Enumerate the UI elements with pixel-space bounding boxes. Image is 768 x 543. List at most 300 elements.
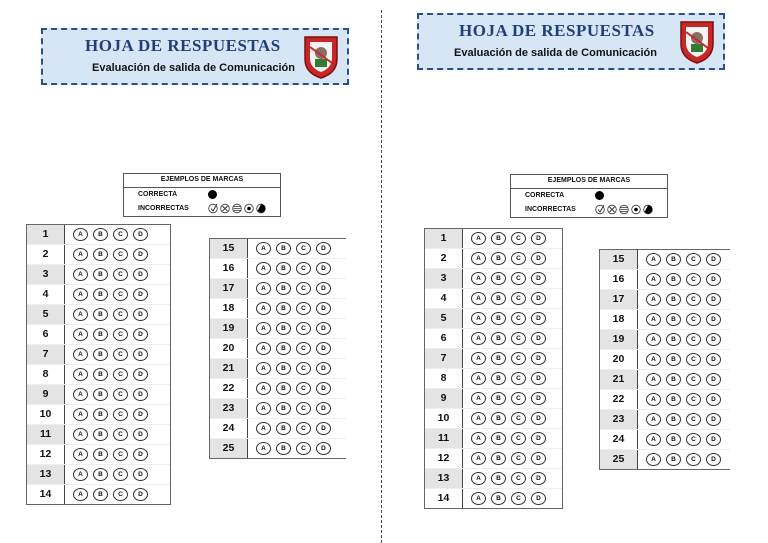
- question-row: [425, 428, 562, 448]
- answer-bubble-c[interactable]: C: [511, 472, 526, 485]
- question-number: 11: [27, 425, 65, 444]
- answer-bubble-a[interactable]: A: [646, 413, 661, 426]
- answer-bubble-b[interactable]: B: [491, 312, 506, 325]
- answer-options: [463, 492, 546, 505]
- answer-bubble-b[interactable]: B: [491, 272, 506, 285]
- answer-bubble-a[interactable]: A: [646, 453, 661, 466]
- answer-bubble-c[interactable]: C: [511, 432, 526, 445]
- answer-bubble-b[interactable]: B: [491, 412, 506, 425]
- answer-bubble-a[interactable]: A: [256, 342, 271, 355]
- answer-bubble-b[interactable]: B: [93, 348, 108, 361]
- question-number: 24: [600, 430, 638, 449]
- question-row: [210, 298, 346, 318]
- answer-bubble-b[interactable]: B: [276, 362, 291, 375]
- answer-bubble-a[interactable]: A: [646, 373, 661, 386]
- answer-bubble-b[interactable]: B: [666, 313, 681, 326]
- answer-options: [65, 488, 148, 501]
- answer-bubble-c[interactable]: C: [113, 488, 128, 501]
- answer-bubble-d[interactable]: D: [531, 472, 546, 485]
- answer-options: [638, 273, 721, 286]
- question-number: 22: [600, 390, 638, 409]
- answer-options: [65, 428, 148, 441]
- answer-bubble-a[interactable]: A: [471, 332, 486, 345]
- answer-bubble-b[interactable]: B: [276, 402, 291, 415]
- answer-bubble-b[interactable]: B: [93, 308, 108, 321]
- question-row: [210, 438, 346, 458]
- answer-bubble-c[interactable]: C: [296, 322, 311, 335]
- answer-options: [463, 452, 546, 465]
- answer-bubble-c[interactable]: C: [511, 392, 526, 405]
- answer-bubble-b[interactable]: B: [93, 408, 108, 421]
- answer-column-1-left: [26, 224, 171, 505]
- answer-bubble-d[interactable]: D: [531, 432, 546, 445]
- answer-options: [65, 368, 148, 381]
- question-number: 14: [27, 485, 65, 504]
- question-number: 12: [425, 449, 463, 468]
- answer-bubble-c[interactable]: C: [686, 433, 701, 446]
- answer-bubble-b[interactable]: B: [491, 492, 506, 505]
- answer-bubble-d[interactable]: D: [133, 308, 148, 321]
- answer-bubble-c[interactable]: C: [296, 402, 311, 415]
- answer-bubble-c[interactable]: C: [511, 492, 526, 505]
- answer-bubble-c[interactable]: C: [113, 428, 128, 441]
- correct-mark-example: [208, 190, 217, 199]
- question-row: [425, 368, 562, 388]
- answer-bubble-c[interactable]: C: [511, 292, 526, 305]
- question-row: [425, 328, 562, 348]
- answer-options: [248, 422, 331, 435]
- question-number: 17: [210, 279, 248, 298]
- answer-bubble-c[interactable]: C: [113, 348, 128, 361]
- answer-bubble-a[interactable]: A: [646, 313, 661, 326]
- answer-bubble-d[interactable]: D: [531, 452, 546, 465]
- answer-bubble-d[interactable]: D: [706, 253, 721, 266]
- answer-bubble-d[interactable]: D: [706, 413, 721, 426]
- answer-options: [248, 442, 331, 455]
- incorrect-marks-example: [595, 204, 655, 215]
- answer-bubble-c[interactable]: C: [296, 442, 311, 455]
- answer-bubble-d[interactable]: D: [133, 268, 148, 281]
- answer-bubble-d[interactable]: D: [316, 422, 331, 435]
- question-number: 1: [425, 229, 463, 248]
- answer-bubble-d[interactable]: D: [706, 453, 721, 466]
- answer-bubble-d[interactable]: D: [316, 362, 331, 375]
- answer-bubble-b[interactable]: B: [491, 252, 506, 265]
- sheet-subtitle: Evaluación de salida de Comunicación: [92, 62, 295, 74]
- answer-bubble-c[interactable]: C: [113, 288, 128, 301]
- answer-options: [463, 392, 546, 405]
- answer-bubble-d[interactable]: D: [133, 368, 148, 381]
- answer-bubble-b[interactable]: B: [276, 342, 291, 355]
- marking-examples-legend-left: [123, 173, 281, 217]
- answer-options: [65, 268, 148, 281]
- answer-bubble-a[interactable]: A: [646, 353, 661, 366]
- answer-bubble-d[interactable]: D: [133, 468, 148, 481]
- question-number: 4: [425, 289, 463, 308]
- answer-options: [638, 413, 721, 426]
- answer-bubble-a[interactable]: A: [471, 232, 486, 245]
- answer-bubble-b[interactable]: B: [491, 472, 506, 485]
- answer-bubble-d[interactable]: D: [316, 302, 331, 315]
- answer-bubble-c[interactable]: C: [511, 252, 526, 265]
- answer-bubble-c[interactable]: C: [511, 312, 526, 325]
- legend-correct-label: CORRECTA: [525, 192, 565, 199]
- answer-bubble-a[interactable]: A: [73, 268, 88, 281]
- answer-bubble-d[interactable]: D: [531, 272, 546, 285]
- answer-options: [638, 453, 721, 466]
- answer-bubble-c[interactable]: C: [296, 422, 311, 435]
- answer-bubble-b[interactable]: B: [276, 302, 291, 315]
- answer-bubble-c[interactable]: C: [686, 453, 701, 466]
- answer-column-2-left: [209, 238, 346, 459]
- answer-options: [248, 282, 331, 295]
- answer-bubble-b[interactable]: B: [666, 333, 681, 346]
- answer-bubble-d[interactable]: D: [133, 228, 148, 241]
- answer-options: [65, 448, 148, 461]
- answer-bubble-a[interactable]: A: [646, 273, 661, 286]
- answer-bubble-a[interactable]: A: [73, 428, 88, 441]
- answer-bubble-c[interactable]: C: [686, 293, 701, 306]
- answer-options: [463, 252, 546, 265]
- answer-bubble-d[interactable]: D: [531, 292, 546, 305]
- answer-bubble-b[interactable]: B: [93, 268, 108, 281]
- answer-bubble-c[interactable]: C: [686, 333, 701, 346]
- question-row: [210, 258, 346, 278]
- answer-options: [463, 432, 546, 445]
- answer-bubble-c[interactable]: C: [511, 272, 526, 285]
- answer-bubble-b[interactable]: B: [93, 368, 108, 381]
- answer-bubble-d[interactable]: D: [133, 288, 148, 301]
- answer-bubble-c[interactable]: C: [686, 313, 701, 326]
- answer-bubble-c[interactable]: C: [296, 342, 311, 355]
- answer-bubble-b[interactable]: B: [93, 488, 108, 501]
- question-row: [210, 398, 346, 418]
- answer-bubble-a[interactable]: A: [471, 452, 486, 465]
- answer-bubble-c[interactable]: C: [296, 242, 311, 255]
- answer-bubble-b[interactable]: B: [491, 292, 506, 305]
- answer-bubble-d[interactable]: D: [531, 232, 546, 245]
- answer-bubble-b[interactable]: B: [93, 228, 108, 241]
- question-number: 10: [27, 405, 65, 424]
- answer-bubble-a[interactable]: A: [73, 288, 88, 301]
- answer-bubble-a[interactable]: A: [256, 302, 271, 315]
- answer-bubble-b[interactable]: B: [666, 273, 681, 286]
- answer-bubble-d[interactable]: D: [706, 333, 721, 346]
- answer-bubble-a[interactable]: A: [256, 402, 271, 415]
- answer-bubble-c[interactable]: C: [296, 282, 311, 295]
- answer-bubble-b[interactable]: B: [491, 432, 506, 445]
- answer-bubble-b[interactable]: B: [276, 442, 291, 455]
- question-number: 25: [600, 450, 638, 469]
- answer-options: [65, 248, 148, 261]
- sheet-subtitle: Evaluación de salida de Comunicación: [454, 47, 657, 59]
- question-row: [27, 384, 170, 404]
- answer-bubble-c[interactable]: C: [511, 352, 526, 365]
- answer-options: [248, 382, 331, 395]
- answer-bubble-d[interactable]: D: [133, 408, 148, 421]
- answer-bubble-d[interactable]: D: [706, 353, 721, 366]
- question-number: 20: [600, 350, 638, 369]
- answer-bubble-c[interactable]: C: [296, 262, 311, 275]
- answer-bubble-a[interactable]: A: [73, 488, 88, 501]
- question-number: 6: [425, 329, 463, 348]
- answer-bubble-d[interactable]: D: [133, 428, 148, 441]
- answer-options: [65, 228, 148, 241]
- answer-options: [638, 373, 721, 386]
- answer-bubble-d[interactable]: D: [531, 332, 546, 345]
- answer-bubble-c[interactable]: C: [113, 308, 128, 321]
- answer-bubble-b[interactable]: B: [276, 262, 291, 275]
- question-number: 13: [425, 469, 463, 488]
- question-number: 21: [210, 359, 248, 378]
- answer-bubble-c[interactable]: C: [296, 382, 311, 395]
- answer-bubble-b[interactable]: B: [276, 242, 291, 255]
- answer-bubble-d[interactable]: D: [316, 402, 331, 415]
- answer-bubble-a[interactable]: A: [256, 422, 271, 435]
- answer-bubble-a[interactable]: A: [471, 292, 486, 305]
- question-number: 10: [425, 409, 463, 428]
- question-row: [210, 318, 346, 338]
- answer-options: [65, 408, 148, 421]
- answer-bubble-b[interactable]: B: [666, 393, 681, 406]
- question-row: [600, 309, 730, 329]
- answer-bubble-a[interactable]: A: [73, 308, 88, 321]
- answer-bubble-a[interactable]: A: [646, 433, 661, 446]
- answer-bubble-d[interactable]: D: [316, 382, 331, 395]
- answer-bubble-c[interactable]: C: [113, 328, 128, 341]
- answer-bubble-d[interactable]: D: [133, 348, 148, 361]
- answer-bubble-a[interactable]: A: [256, 362, 271, 375]
- answer-bubble-b[interactable]: B: [666, 413, 681, 426]
- answer-bubble-c[interactable]: C: [511, 372, 526, 385]
- answer-bubble-d[interactable]: D: [133, 248, 148, 261]
- answer-bubble-c[interactable]: C: [511, 452, 526, 465]
- answer-bubble-b[interactable]: B: [276, 282, 291, 295]
- answer-bubble-b[interactable]: B: [93, 468, 108, 481]
- question-row: [210, 239, 346, 258]
- answer-bubble-a[interactable]: A: [256, 262, 271, 275]
- page-divider: [381, 10, 382, 543]
- answer-bubble-a[interactable]: A: [73, 408, 88, 421]
- answer-bubble-b[interactable]: B: [491, 352, 506, 365]
- question-row: [425, 248, 562, 268]
- question-row: [27, 444, 170, 464]
- answer-bubble-b[interactable]: B: [93, 288, 108, 301]
- answer-bubble-a[interactable]: A: [256, 382, 271, 395]
- answer-bubble-d[interactable]: D: [316, 262, 331, 275]
- answer-bubble-c[interactable]: C: [113, 448, 128, 461]
- answer-bubble-a[interactable]: A: [471, 432, 486, 445]
- answer-bubble-c[interactable]: C: [686, 373, 701, 386]
- answer-options: [463, 372, 546, 385]
- answer-options: [248, 342, 331, 355]
- answer-bubble-a[interactable]: A: [73, 448, 88, 461]
- answer-bubble-a[interactable]: A: [471, 412, 486, 425]
- answer-bubble-b[interactable]: B: [93, 428, 108, 441]
- question-row: [600, 389, 730, 409]
- answer-bubble-d[interactable]: D: [531, 372, 546, 385]
- answer-bubble-c[interactable]: C: [296, 362, 311, 375]
- answer-options: [638, 293, 721, 306]
- question-row: [27, 364, 170, 384]
- answer-bubble-c[interactable]: C: [511, 232, 526, 245]
- legend-incorrect-label: INCORRECTAS: [138, 205, 189, 212]
- answer-bubble-c[interactable]: C: [686, 393, 701, 406]
- answer-options: [248, 322, 331, 335]
- answer-bubble-b[interactable]: B: [491, 232, 506, 245]
- answer-bubble-b[interactable]: B: [93, 448, 108, 461]
- answer-bubble-d[interactable]: D: [706, 373, 721, 386]
- answer-bubble-a[interactable]: A: [646, 293, 661, 306]
- answer-options: [65, 328, 148, 341]
- answer-bubble-b[interactable]: B: [93, 328, 108, 341]
- answer-bubble-a[interactable]: A: [73, 468, 88, 481]
- question-row: [210, 378, 346, 398]
- question-row: [425, 448, 562, 468]
- answer-bubble-b[interactable]: B: [491, 372, 506, 385]
- answer-bubble-a[interactable]: A: [73, 328, 88, 341]
- answer-bubble-c[interactable]: C: [113, 268, 128, 281]
- sheet-title: HOJA DE RESPUESTAS: [85, 36, 281, 55]
- question-row: [27, 484, 170, 504]
- answer-bubble-d[interactable]: D: [531, 352, 546, 365]
- answer-bubble-a[interactable]: A: [256, 442, 271, 455]
- answer-bubble-d[interactable]: D: [316, 322, 331, 335]
- correct-mark-example: [595, 191, 604, 200]
- answer-bubble-c[interactable]: C: [686, 273, 701, 286]
- question-row: [27, 225, 170, 244]
- question-number: 2: [425, 249, 463, 268]
- answer-bubble-c[interactable]: C: [113, 408, 128, 421]
- answer-options: [638, 353, 721, 366]
- answer-bubble-d[interactable]: D: [531, 412, 546, 425]
- answer-options: [248, 362, 331, 375]
- answer-bubble-a[interactable]: A: [73, 368, 88, 381]
- answer-bubble-c[interactable]: C: [511, 412, 526, 425]
- answer-options: [463, 272, 546, 285]
- answer-bubble-c[interactable]: C: [113, 248, 128, 261]
- answer-bubble-a[interactable]: A: [73, 388, 88, 401]
- answer-bubble-a[interactable]: A: [646, 333, 661, 346]
- question-row: [27, 244, 170, 264]
- answer-bubble-c[interactable]: C: [113, 228, 128, 241]
- question-row: [425, 488, 562, 508]
- answer-bubble-b[interactable]: B: [666, 373, 681, 386]
- question-number: 17: [600, 290, 638, 309]
- answer-bubble-a[interactable]: A: [256, 242, 271, 255]
- answer-bubble-a[interactable]: A: [646, 393, 661, 406]
- answer-bubble-d[interactable]: D: [706, 313, 721, 326]
- answer-bubble-a[interactable]: A: [256, 282, 271, 295]
- answer-bubble-b[interactable]: B: [666, 253, 681, 266]
- answer-bubble-b[interactable]: B: [276, 422, 291, 435]
- question-number: 18: [600, 310, 638, 329]
- answer-bubble-a[interactable]: A: [471, 272, 486, 285]
- answer-bubble-b[interactable]: B: [491, 392, 506, 405]
- answer-bubble-d[interactable]: D: [706, 293, 721, 306]
- answer-bubble-c[interactable]: C: [511, 332, 526, 345]
- answer-bubble-b[interactable]: B: [491, 452, 506, 465]
- answer-bubble-a[interactable]: A: [471, 492, 486, 505]
- answer-bubble-d[interactable]: D: [706, 273, 721, 286]
- question-number: 2: [27, 245, 65, 264]
- answer-bubble-b[interactable]: B: [276, 322, 291, 335]
- question-row: [27, 344, 170, 364]
- question-row: [600, 369, 730, 389]
- question-row: [425, 288, 562, 308]
- answer-bubble-b[interactable]: B: [93, 248, 108, 261]
- answer-bubble-d[interactable]: D: [133, 488, 148, 501]
- answer-bubble-a[interactable]: A: [471, 392, 486, 405]
- answer-bubble-b[interactable]: B: [666, 433, 681, 446]
- answer-bubble-a[interactable]: A: [73, 348, 88, 361]
- answer-bubble-c[interactable]: C: [296, 302, 311, 315]
- answer-bubble-a[interactable]: A: [73, 228, 88, 241]
- answer-bubble-d[interactable]: D: [706, 393, 721, 406]
- question-number: 14: [425, 489, 463, 508]
- answer-bubble-d[interactable]: D: [316, 342, 331, 355]
- answer-bubble-b[interactable]: B: [666, 293, 681, 306]
- question-number: 7: [27, 345, 65, 364]
- school-shield-icon: [301, 32, 341, 80]
- answer-bubble-b[interactable]: B: [491, 332, 506, 345]
- answer-bubble-d[interactable]: D: [133, 388, 148, 401]
- question-row: [27, 464, 170, 484]
- question-number: 21: [600, 370, 638, 389]
- answer-bubble-c[interactable]: C: [113, 468, 128, 481]
- answer-bubble-d[interactable]: D: [133, 328, 148, 341]
- answer-bubble-d[interactable]: D: [316, 242, 331, 255]
- answer-bubble-c[interactable]: C: [113, 388, 128, 401]
- answer-bubble-a[interactable]: A: [471, 252, 486, 265]
- question-number: 6: [27, 325, 65, 344]
- answer-options: [463, 332, 546, 345]
- answer-bubble-d[interactable]: D: [531, 252, 546, 265]
- answer-bubble-d[interactable]: D: [706, 433, 721, 446]
- answer-bubble-c[interactable]: C: [113, 368, 128, 381]
- question-row: [425, 468, 562, 488]
- answer-bubble-d[interactable]: D: [531, 492, 546, 505]
- answer-bubble-c[interactable]: C: [686, 253, 701, 266]
- answer-bubble-d[interactable]: D: [531, 392, 546, 405]
- answer-bubble-a[interactable]: A: [471, 472, 486, 485]
- question-number: 25: [210, 439, 248, 458]
- answer-bubble-d[interactable]: D: [316, 282, 331, 295]
- answer-options: [65, 388, 148, 401]
- answer-bubble-b[interactable]: B: [666, 353, 681, 366]
- question-row: [210, 338, 346, 358]
- marking-examples-legend-right: [510, 174, 668, 218]
- legend-incorrect-label: INCORRECTAS: [525, 206, 576, 213]
- answer-bubble-a[interactable]: A: [73, 248, 88, 261]
- answer-options: [638, 253, 721, 266]
- answer-bubble-a[interactable]: A: [471, 352, 486, 365]
- answer-bubble-d[interactable]: D: [133, 448, 148, 461]
- answer-bubble-c[interactable]: C: [686, 413, 701, 426]
- answer-bubble-a[interactable]: A: [256, 322, 271, 335]
- answer-bubble-a[interactable]: A: [471, 372, 486, 385]
- answer-bubble-b[interactable]: B: [666, 453, 681, 466]
- answer-bubble-b[interactable]: B: [93, 388, 108, 401]
- answer-bubble-c[interactable]: C: [686, 353, 701, 366]
- answer-bubble-a[interactable]: A: [471, 312, 486, 325]
- answer-bubble-a[interactable]: A: [646, 253, 661, 266]
- answer-bubble-d[interactable]: D: [316, 442, 331, 455]
- question-row: [425, 229, 562, 248]
- question-number: 22: [210, 379, 248, 398]
- answer-bubble-d[interactable]: D: [531, 312, 546, 325]
- answer-bubble-b[interactable]: B: [276, 382, 291, 395]
